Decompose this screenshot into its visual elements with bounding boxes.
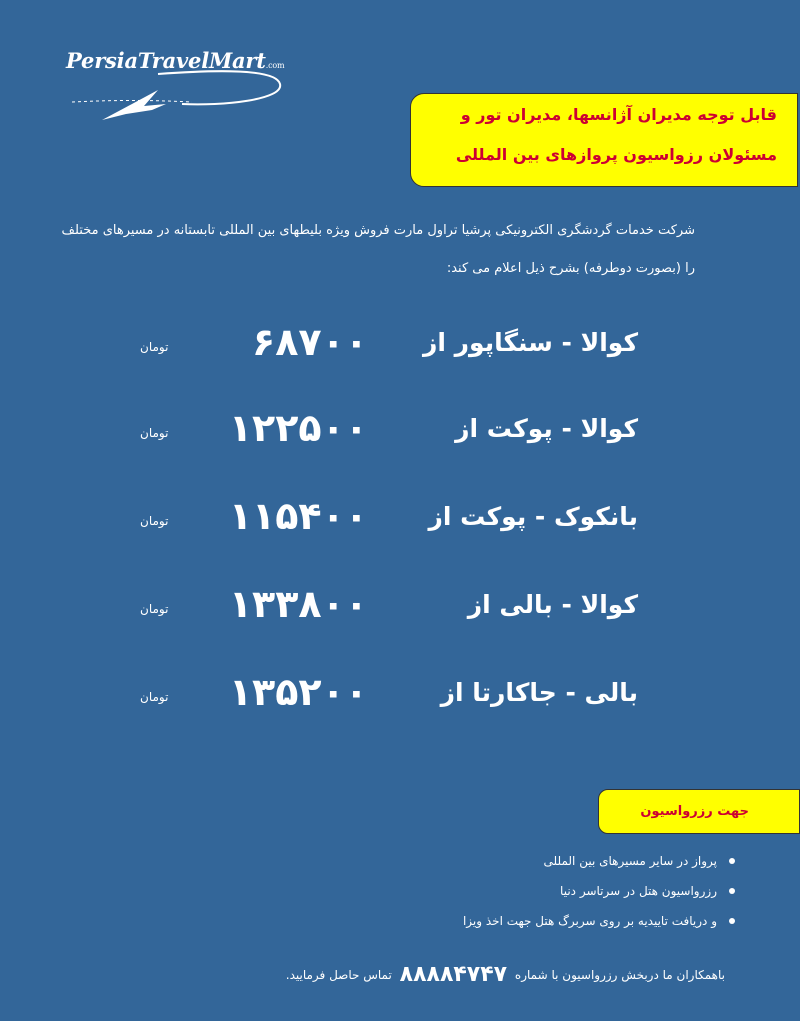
- route-price: ۱۳۵۲۰۰: [228, 670, 368, 714]
- contact-phone-number: ۸۸۸۸۴۷۴۷: [399, 962, 508, 987]
- route-price: ۱۲۲۵۰۰: [228, 406, 368, 450]
- route-name: کوالا - پوکت از: [455, 414, 638, 443]
- logo-wordmark: PersiaTravelMart.com: [66, 48, 285, 73]
- route-name: بانکوک - پوکت از: [428, 502, 638, 531]
- contact-text-before: باهمکاران ما دربخش رزرواسیون با شماره: [514, 968, 725, 982]
- list-item: رزرواسیون هتل در سرتاسر دنیا: [380, 876, 717, 906]
- notice-banner: [410, 93, 798, 187]
- route-row: [120, 404, 660, 464]
- list-item: و دریافت تاییدیه بر روی سربرگ هتل جهت اخذ ویزا: [380, 906, 717, 936]
- reservation-banner: [598, 789, 800, 834]
- route-name: بالی - جاکارتا از: [440, 678, 638, 707]
- route-price: ۱۱۵۴۰۰: [228, 494, 368, 538]
- route-name: کوالا - بالی از: [467, 590, 638, 619]
- route-currency: تومان: [140, 426, 169, 440]
- notice-line-1: قابل توجه مدیران آژانسها، مدیران تور و: [460, 105, 777, 124]
- route-price: ۱۳۳۸۰۰: [228, 582, 368, 626]
- reservation-title: جهت رزرواسیون: [640, 804, 749, 819]
- route-currency: تومان: [140, 340, 169, 354]
- route-currency: تومان: [140, 690, 169, 704]
- route-price: ۶۸۷۰۰: [252, 320, 368, 364]
- route-row: [120, 580, 660, 640]
- logo: [62, 44, 292, 134]
- intro-paragraph: شرکت خدمات گردشگری الکترونیکی پرشیا تراول مارت فروش ویژه بلیطهای بین المللی تابستانه در مسیرهای مختلف را (بصورت دوطرفه) بشرح ذیل اعلام می کند:: [61, 223, 695, 276]
- contact-line: [180, 960, 725, 990]
- route-row: [120, 492, 660, 552]
- route-currency: تومان: [140, 602, 169, 616]
- route-row: [120, 318, 660, 378]
- route-name: کوالا - سنگاپور از: [422, 328, 638, 357]
- contact-text-after: تماس حاصل فرمایید.: [285, 968, 392, 982]
- list-item: پرواز در سایر مسیرهای بین المللی: [380, 846, 717, 876]
- notice-line-2: مسئولان رزواسیون پروازهای بین المللی: [455, 145, 777, 164]
- route-row: [120, 668, 660, 728]
- route-currency: تومان: [140, 514, 169, 528]
- services-list: [380, 846, 735, 936]
